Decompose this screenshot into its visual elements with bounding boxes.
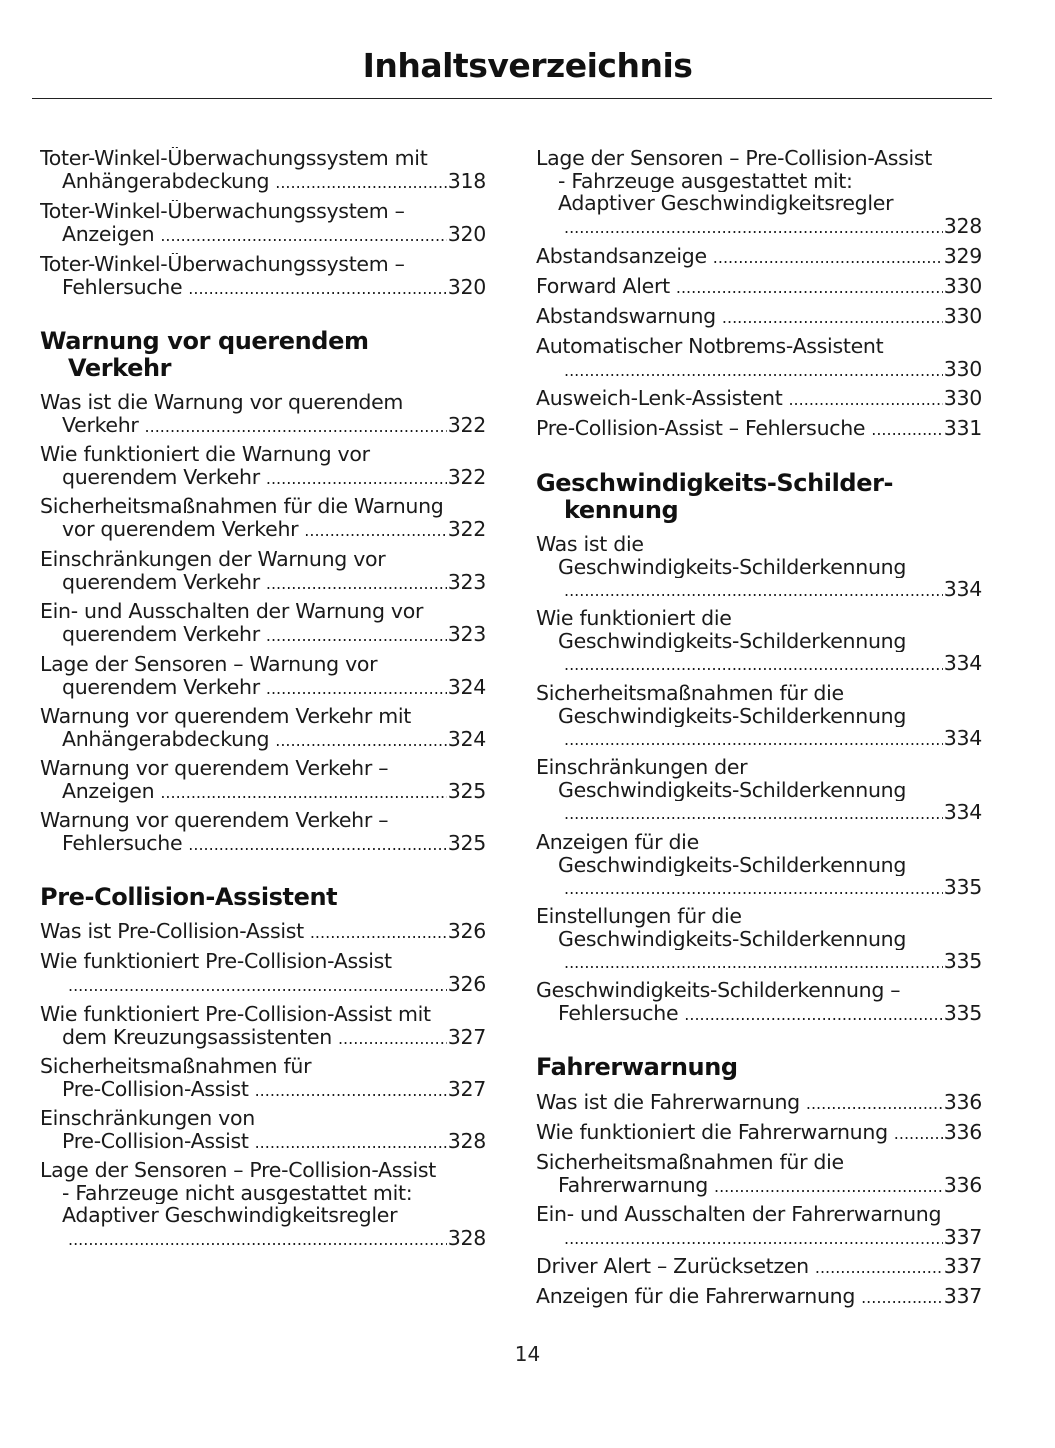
toc-entry-last-line <box>40 1227 486 1252</box>
dot-leader <box>160 225 446 248</box>
toc-entry-line: Ein- und Ausschalten der Warnung vor <box>40 600 424 623</box>
toc-entry[interactable] <box>536 335 982 382</box>
dot-leader <box>684 1004 943 1027</box>
toc-entry-last-line <box>536 417 982 442</box>
toc-page-number: 326 <box>447 919 486 943</box>
toc-entry[interactable] <box>40 200 486 247</box>
section-heading-line: Geschwindigkeits-Schilder- <box>536 469 894 497</box>
dot-leader <box>564 729 943 752</box>
toc-page-number: 334 <box>943 800 982 824</box>
toc-page-number: 337 <box>943 1254 982 1278</box>
toc-entry-line: Pre-Collision-Assist <box>62 1076 249 1101</box>
toc-page-number: 329 <box>943 244 982 268</box>
section-heading-line: Warnung vor querendem <box>40 327 369 355</box>
toc-entry-line: Einschränkungen der <box>536 756 748 779</box>
toc-entry-last-line <box>536 1255 982 1280</box>
toc-page-number: 337 <box>943 1224 982 1249</box>
toc-page-number: 327 <box>447 1024 486 1049</box>
toc-page-number: 330 <box>943 356 982 381</box>
toc-entry-line: Driver Alert – Zurücksetzen <box>536 1254 809 1278</box>
toc-entry[interactable] <box>40 600 486 647</box>
toc-entry-line: Anzeigen für die Fahrerwarnung <box>536 1284 856 1308</box>
toc-entry[interactable] <box>40 391 486 438</box>
toc-entry[interactable] <box>40 1159 486 1251</box>
toc-entry-line: Warnung vor querendem Verkehr mit <box>40 705 411 728</box>
section-heading <box>40 884 486 911</box>
toc-entry-line: Geschwindigkeits-Schilderkennung <box>558 704 907 727</box>
dot-leader <box>564 878 943 901</box>
toc-entry-line: querendem Verkehr <box>62 569 260 594</box>
toc-entry-line: Wie funktioniert die <box>536 607 732 630</box>
toc-entry-last-line <box>536 652 982 677</box>
toc-entry-line: Geschwindigkeits-Schilderkennung <box>558 927 907 950</box>
toc-entry-last-line <box>536 1285 982 1310</box>
toc-entry-line: Einschränkungen der Warnung vor <box>40 548 386 571</box>
toc-entry[interactable] <box>40 705 486 752</box>
toc-page-number: 334 <box>943 577 982 601</box>
dot-leader <box>338 1028 447 1051</box>
toc-entry[interactable] <box>536 305 982 330</box>
toc-entry-line: Adaptiver Geschwindigkeitsregler <box>558 192 894 215</box>
toc-entry-last-line <box>536 578 982 603</box>
toc-page-number: 328 <box>447 1128 486 1153</box>
section-heading <box>40 328 486 382</box>
dot-leader <box>255 1132 447 1155</box>
toc-page-number: 331 <box>943 416 982 440</box>
toc-entry-line: Geschwindigkeits-Schilderkennung <box>558 778 907 801</box>
toc-entry-last-line <box>536 1091 982 1116</box>
toc-entry-line: Anhängerabdeckung <box>62 168 270 193</box>
toc-entry-last-line <box>40 728 486 753</box>
page-title: Inhaltsverzeichnis <box>362 46 693 85</box>
toc-entry-last-line <box>40 676 486 701</box>
dot-leader <box>266 573 447 596</box>
toc-entry[interactable] <box>40 147 486 194</box>
toc-entry-last-line <box>536 727 982 752</box>
toc-page-number: 330 <box>943 386 982 410</box>
toc-page-number: 323 <box>447 621 486 646</box>
toc-entry[interactable] <box>536 1255 982 1280</box>
toc-entry-last-line <box>40 1026 486 1051</box>
page-number: 14 <box>514 1342 541 1366</box>
dot-leader <box>145 416 447 439</box>
toc-entry-line: Abstandsanzeige <box>536 244 707 268</box>
dot-leader <box>722 307 943 330</box>
toc-entry-last-line <box>40 223 486 248</box>
toc-entry-line: vor querendem Verkehr <box>62 516 299 541</box>
toc-entry[interactable] <box>40 1107 486 1154</box>
toc-page-number: 324 <box>447 674 486 699</box>
toc-entry-last-line <box>40 276 486 301</box>
toc-page-number: 318 <box>447 168 486 193</box>
toc-entry-line: Was ist Pre-Collision-Assist <box>40 919 304 943</box>
dot-leader <box>564 217 943 240</box>
toc-page-number: 322 <box>447 412 486 437</box>
toc-entry-last-line <box>40 780 486 805</box>
toc-entry-line: Geschwindigkeits-Schilderkennung <box>558 629 907 652</box>
dot-leader <box>160 782 446 805</box>
dot-leader <box>275 730 447 753</box>
toc-entry-last-line <box>536 215 982 240</box>
toc-entry[interactable] <box>40 443 486 490</box>
toc-entry-line: querendem Verkehr <box>62 674 260 699</box>
toc-entry-line: Warnung vor querendem Verkehr – <box>40 809 389 832</box>
toc-entry-last-line <box>40 623 486 648</box>
toc-entry-line: - Fahrzeuge ausgestattet mit: <box>558 169 853 192</box>
toc-entry-line: Was ist die Fahrerwarnung <box>536 1090 800 1114</box>
dot-leader <box>304 520 446 543</box>
toc-entry-last-line <box>40 466 486 491</box>
toc-page-number: 320 <box>447 221 486 246</box>
toc-page-number: 335 <box>943 875 982 899</box>
toc-entry-line: Anzeigen <box>62 778 155 803</box>
toc-page-number: 330 <box>943 304 982 328</box>
dot-leader <box>788 389 942 412</box>
toc-entry-last-line <box>40 414 486 439</box>
toc-page-number: 324 <box>447 726 486 751</box>
title-divider <box>32 98 992 99</box>
dot-leader <box>188 278 447 301</box>
dot-leader <box>714 1176 943 1199</box>
toc-entry-line: Wie funktioniert Pre-Collision-Assist mit <box>40 1003 431 1026</box>
toc-entry-last-line <box>40 973 486 998</box>
toc-entry-line: Automatischer Notbrems-Assistent <box>536 335 884 358</box>
toc-entry-line: Fehlersuche <box>62 274 183 299</box>
dot-leader <box>68 975 447 998</box>
toc-entry[interactable] <box>40 653 486 700</box>
toc-entry-line: Forward Alert <box>536 274 670 298</box>
toc-entry-line: Warnung vor querendem Verkehr – <box>40 757 389 780</box>
toc-page-number: 325 <box>447 778 486 803</box>
toc-entry-last-line <box>536 950 982 975</box>
toc-entry[interactable] <box>536 1285 982 1310</box>
toc-entry-line: Pre-Collision-Assist – Fehlersuche <box>536 416 866 440</box>
toc-entry[interactable] <box>536 275 982 300</box>
toc-entry[interactable] <box>536 1121 982 1146</box>
toc-entry-last-line <box>536 876 982 901</box>
toc-page-number: 337 <box>943 1284 982 1308</box>
dot-leader <box>266 678 447 701</box>
toc-page-number: 328 <box>943 213 982 238</box>
toc-page-number: 336 <box>943 1172 982 1197</box>
toc-entry-line: Lage der Sensoren – Pre-Collision-Assist <box>40 1159 436 1182</box>
toc-entry[interactable] <box>40 809 486 856</box>
section-heading-line: Fahrerwarnung <box>536 1053 738 1081</box>
toc-entry-last-line <box>536 245 982 270</box>
dot-leader <box>564 654 943 677</box>
toc-entry-line: Ein- und Ausschalten der Fahrerwarnung <box>536 1203 942 1226</box>
toc-page-number: 336 <box>943 1120 982 1144</box>
dot-leader <box>310 922 447 945</box>
dot-leader <box>564 952 943 975</box>
dot-leader <box>806 1093 943 1116</box>
toc-entry-last-line <box>536 1121 982 1146</box>
toc-entry-line: Toter-Winkel-Überwachungssystem mit <box>40 147 428 170</box>
dot-leader <box>676 277 943 300</box>
toc-entry[interactable] <box>536 905 982 975</box>
dot-leader <box>564 360 943 383</box>
section-heading-line: Verkehr <box>68 354 172 382</box>
toc-entry[interactable] <box>536 387 982 412</box>
toc-entry[interactable] <box>536 1151 982 1198</box>
toc-entry-last-line <box>536 358 982 383</box>
toc-page-number: 323 <box>447 569 486 594</box>
toc-page-number: 328 <box>447 1225 486 1250</box>
toc-entry-line: Geschwindigkeits-Schilderkennung <box>558 853 907 876</box>
toc-entry-line: - Fahrzeuge nicht ausgestattet mit: <box>62 1181 413 1204</box>
dot-leader <box>871 419 943 442</box>
toc-entry[interactable] <box>40 920 486 945</box>
toc-entry[interactable] <box>536 607 982 677</box>
section-heading <box>536 1054 982 1081</box>
section-heading-line: kennung <box>564 496 679 524</box>
toc-entry-last-line <box>536 387 982 412</box>
toc-entry-line: Toter-Winkel-Überwachungssystem – <box>40 200 405 223</box>
toc-entry-line: Fahrerwarnung <box>558 1172 708 1197</box>
toc-entry-line: Adaptiver Geschwindigkeitsregler <box>62 1204 398 1227</box>
dot-leader <box>266 625 447 648</box>
toc-entry-line: Ausweich-Lenk-Assistent <box>536 386 783 410</box>
toc-entry-last-line <box>40 571 486 596</box>
toc-entry-last-line <box>536 1002 982 1027</box>
toc-entry-line: Was ist die <box>536 533 644 556</box>
toc-entry[interactable] <box>536 979 982 1026</box>
toc-page-number: 335 <box>943 949 982 973</box>
toc-entry-line: Wie funktioniert die Warnung vor <box>40 443 370 466</box>
toc-entry-line: Was ist die Warnung vor querendem <box>40 391 404 414</box>
toc-entry-line: Fehlersuche <box>62 830 183 855</box>
toc-entry[interactable] <box>536 756 982 826</box>
toc-entry[interactable] <box>536 682 982 752</box>
toc-entry[interactable] <box>40 548 486 595</box>
dot-leader <box>68 1229 447 1252</box>
toc-page-number: 325 <box>447 830 486 855</box>
toc-page-number: 334 <box>943 651 982 675</box>
dot-leader <box>713 247 943 270</box>
toc-entry-line: Geschwindigkeits-Schilderkennung – <box>536 979 901 1002</box>
toc-entry-line: querendem Verkehr <box>62 621 260 646</box>
toc-entry-last-line <box>40 1078 486 1103</box>
toc-entry-last-line <box>536 1226 982 1251</box>
section-heading-line: Pre-Collision-Assistent <box>40 883 338 911</box>
toc-entry-line: Wie funktioniert die Fahrerwarnung <box>536 1120 888 1144</box>
toc-page-number: 322 <box>447 516 486 541</box>
dot-leader <box>815 1257 943 1280</box>
dot-leader <box>564 580 943 603</box>
dot-leader <box>266 468 447 491</box>
toc-entry-line: Sicherheitsmaßnahmen für <box>40 1055 312 1078</box>
toc-entry-line: dem Kreuzungsassistenten <box>62 1024 332 1049</box>
dot-leader <box>188 834 447 857</box>
toc-entry[interactable] <box>536 1091 982 1116</box>
dot-leader <box>255 1080 447 1103</box>
dot-leader <box>564 1228 943 1251</box>
toc-entry[interactable] <box>536 533 982 603</box>
toc-entry[interactable] <box>536 1203 982 1250</box>
toc-entry-line: Anzeigen für die <box>536 831 699 854</box>
toc-entry-last-line <box>40 1130 486 1155</box>
toc-page-number: 322 <box>447 464 486 489</box>
toc-entry-last-line <box>40 832 486 857</box>
toc-entry[interactable] <box>40 253 486 300</box>
toc-entry[interactable] <box>40 757 486 804</box>
toc-entry-line: Lage der Sensoren – Pre-Collision-Assist <box>536 147 932 170</box>
toc-entry[interactable] <box>40 1055 486 1102</box>
toc-entry-line: Verkehr <box>62 412 139 437</box>
toc-entry-last-line <box>536 275 982 300</box>
toc-entry-last-line <box>40 170 486 195</box>
toc-entry-line: Abstandswarnung <box>536 304 716 328</box>
toc-entry-line: Pre-Collision-Assist <box>62 1128 249 1153</box>
toc-entry-last-line <box>40 518 486 543</box>
toc-entry-line: Anhängerabdeckung <box>62 726 270 751</box>
toc-page-number: 330 <box>943 274 982 298</box>
toc-entry-last-line <box>536 801 982 826</box>
toc-entry-last-line <box>536 1174 982 1199</box>
toc-entry[interactable] <box>536 147 982 239</box>
dot-leader <box>564 803 943 826</box>
toc-entry-line: Lage der Sensoren – Warnung vor <box>40 653 378 676</box>
dot-leader <box>861 1287 943 1310</box>
toc-entry-last-line <box>536 305 982 330</box>
toc-entry[interactable] <box>536 245 982 270</box>
toc-entry[interactable] <box>40 950 486 997</box>
toc-entry-line: Toter-Winkel-Überwachungssystem – <box>40 253 405 276</box>
toc-page-number: 326 <box>447 971 486 996</box>
toc-entry[interactable] <box>40 1003 486 1050</box>
toc-entry-line: Einstellungen für die <box>536 905 742 928</box>
toc-entry-line: Sicherheitsmaßnahmen für die <box>536 1151 844 1174</box>
toc-page-number: 327 <box>447 1076 486 1101</box>
dot-leader <box>275 172 447 195</box>
dot-leader <box>894 1123 943 1146</box>
toc-entry-line: Wie funktioniert Pre-Collision-Assist <box>40 950 392 973</box>
toc-entry-line: querendem Verkehr <box>62 464 260 489</box>
toc-page-number: 336 <box>943 1090 982 1114</box>
toc-entry-line: Sicherheitsmaßnahmen für die Warnung <box>40 495 444 518</box>
toc-entry-line: Einschränkungen von <box>40 1107 255 1130</box>
toc-page-number: 320 <box>447 274 486 299</box>
section-heading <box>536 470 982 524</box>
toc-page-number: 334 <box>943 726 982 750</box>
toc-entry-line: Sicherheitsmaßnahmen für die <box>536 682 844 705</box>
toc-entry-line: Anzeigen <box>62 221 155 246</box>
toc-entry[interactable] <box>536 417 982 442</box>
toc-entry-line: Geschwindigkeits-Schilderkennung <box>558 555 907 578</box>
toc-entry[interactable] <box>536 831 982 901</box>
toc-entry-last-line <box>40 920 486 945</box>
toc-page-number: 335 <box>943 1000 982 1025</box>
toc-entry-line: Fehlersuche <box>558 1000 679 1025</box>
toc-entry[interactable] <box>40 495 486 542</box>
